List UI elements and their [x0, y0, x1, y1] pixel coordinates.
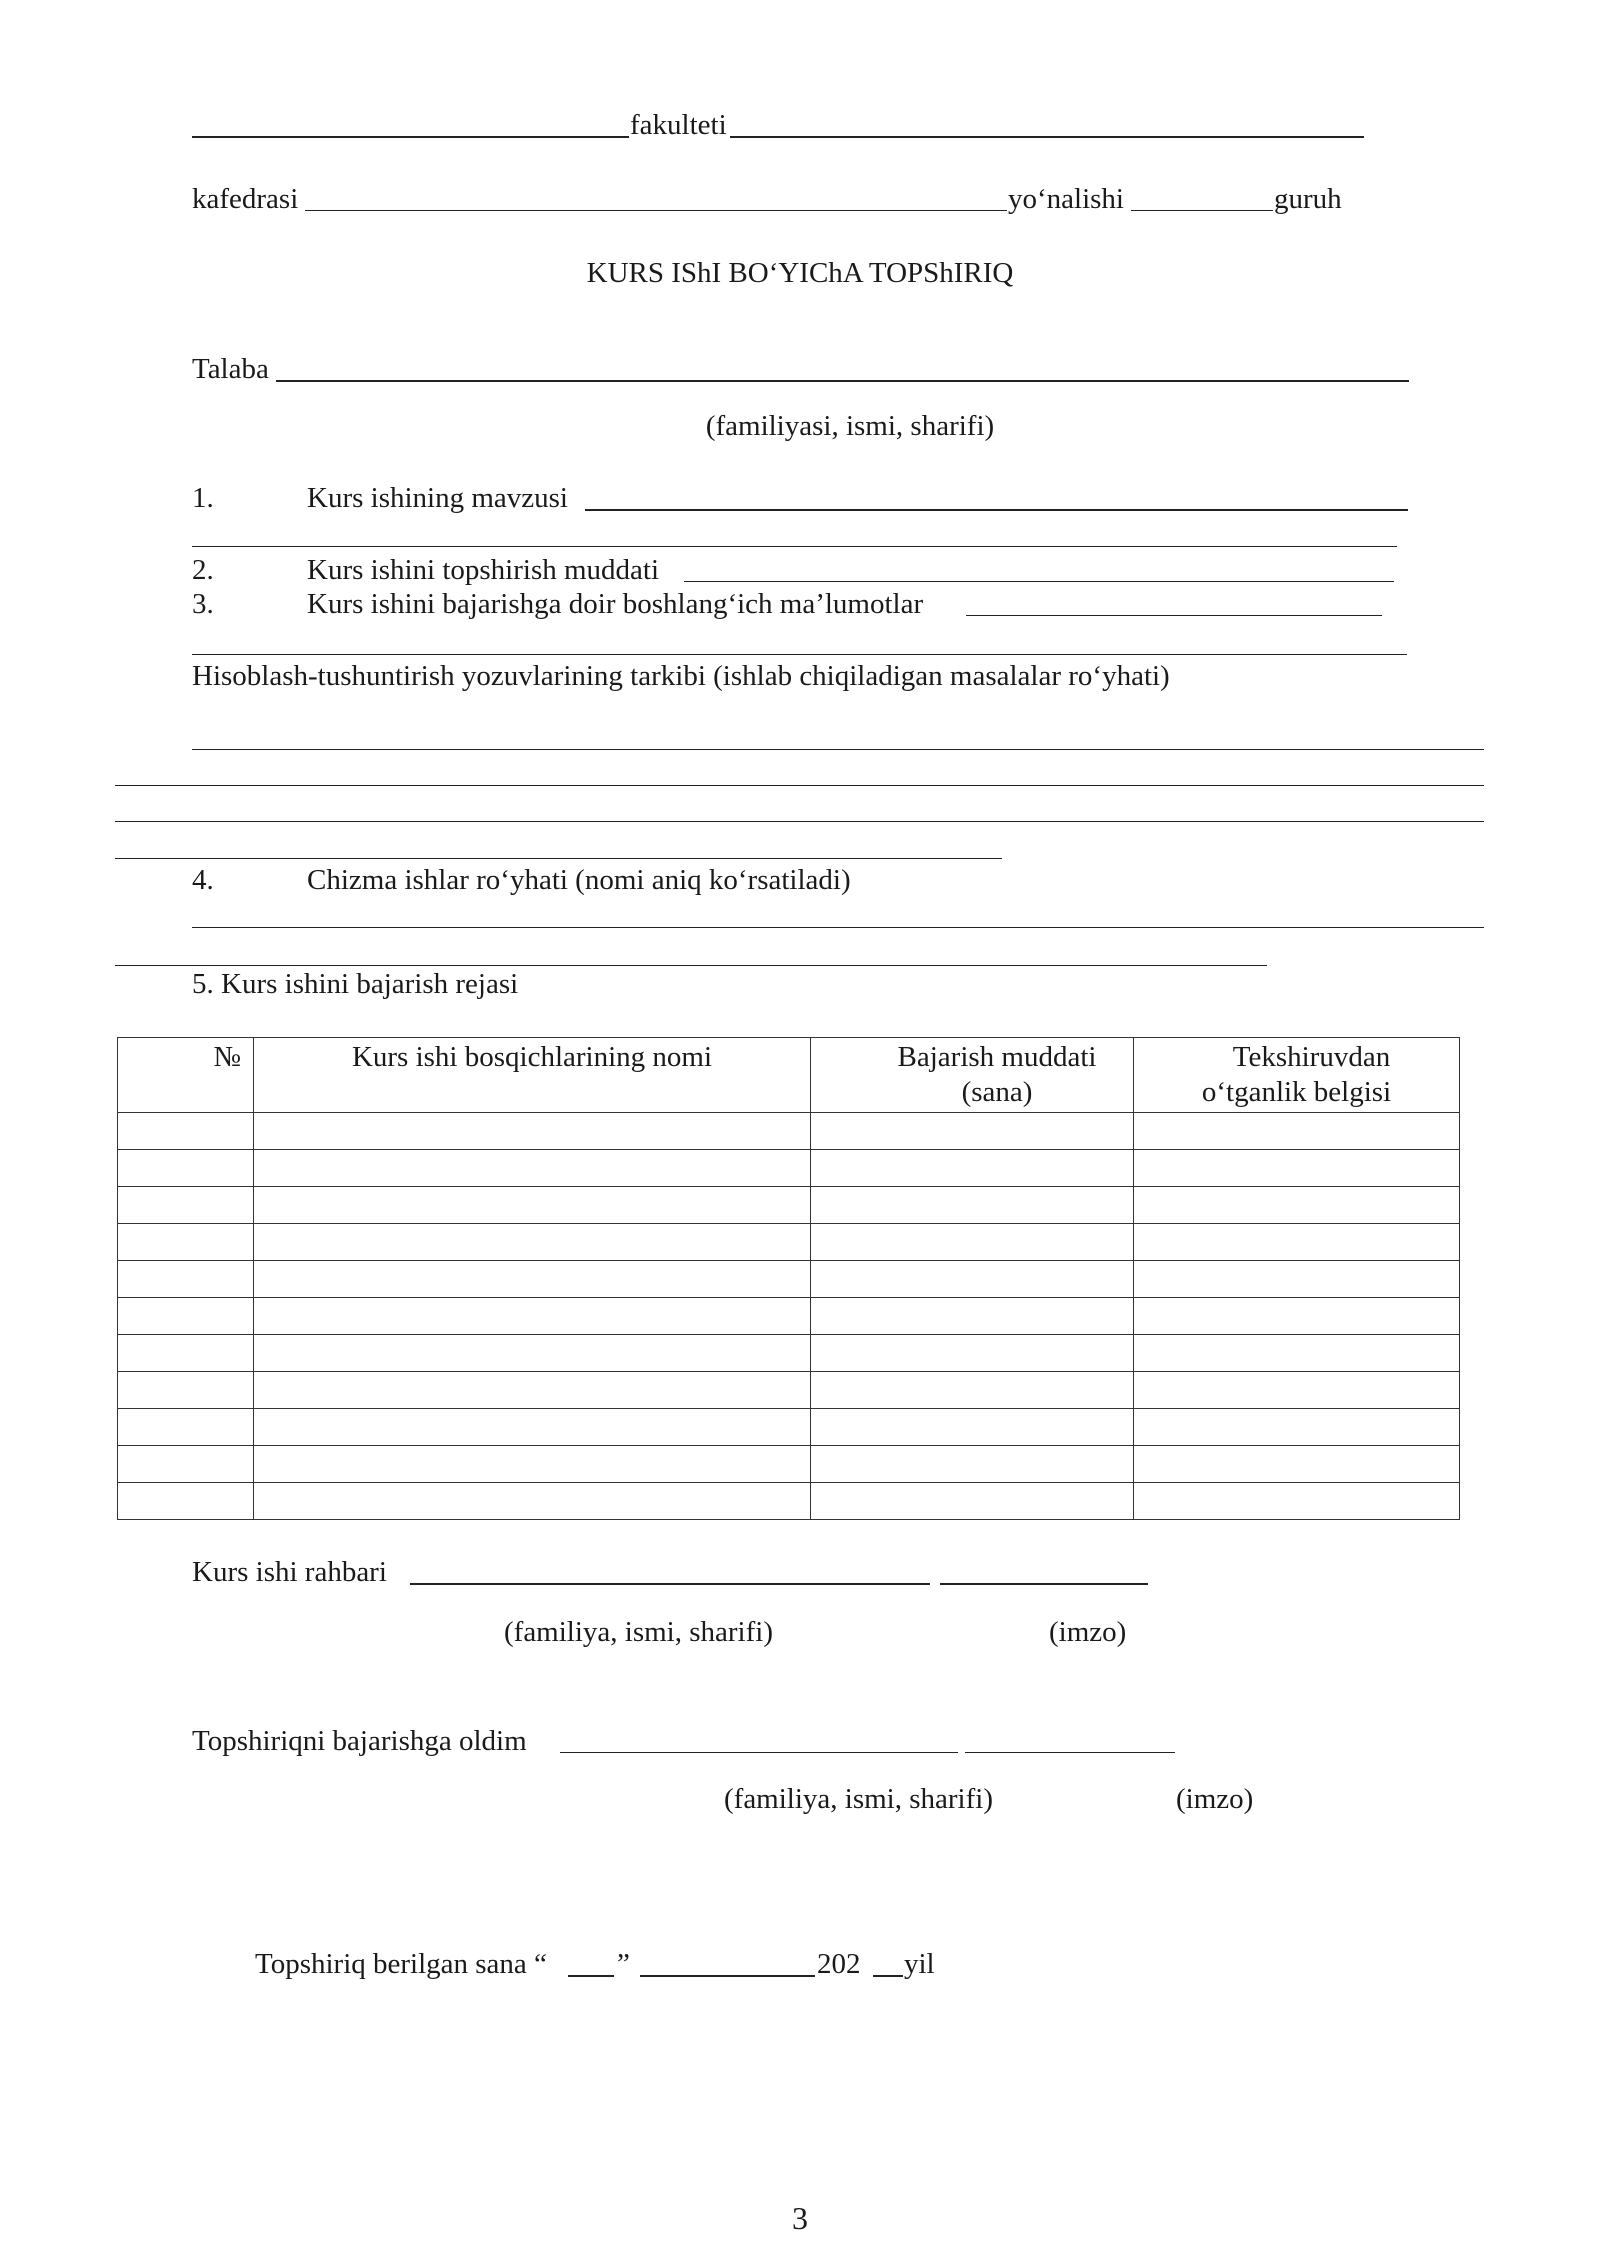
- supervisor-label: Kurs ishi rahbari: [192, 1556, 387, 1588]
- cell-stage[interactable]: [254, 1113, 811, 1150]
- plan-table: [117, 1037, 1460, 1520]
- table-row: [118, 1150, 1460, 1187]
- cell-deadline[interactable]: [811, 1261, 1134, 1298]
- table-row: [118, 1113, 1460, 1150]
- accepted-signature-hint: (imzo): [1176, 1783, 1254, 1815]
- cell-check[interactable]: [1134, 1298, 1460, 1335]
- student-label: Talaba: [192, 353, 269, 385]
- cell-number[interactable]: [118, 1113, 254, 1150]
- date-year-suffix: yil: [904, 1948, 935, 1980]
- cell-number[interactable]: [118, 1187, 254, 1224]
- topic-blank[interactable]: [585, 509, 1408, 511]
- cell-check[interactable]: [1134, 1409, 1460, 1446]
- table-row: [118, 1483, 1460, 1520]
- department-label: kafedrasi: [192, 183, 299, 215]
- table-row: [118, 1298, 1460, 1335]
- cell-check[interactable]: [1134, 1187, 1460, 1224]
- header-deadline: [811, 1038, 1134, 1113]
- item-1-text: Kurs ishining mavzusi: [307, 482, 568, 514]
- faculty-label: fakulteti: [630, 109, 727, 141]
- cell-check[interactable]: [1134, 1261, 1460, 1298]
- cell-number[interactable]: [118, 1483, 254, 1520]
- student-name-hint: (familiyasi, ismi, sharifi): [705, 410, 995, 442]
- header-deadline-line-2: (sana): [961, 1075, 1033, 1108]
- supervisor-signature-hint: (imzo): [1049, 1616, 1127, 1648]
- faculty-extra-blank[interactable]: [730, 136, 1364, 138]
- header-check-line-2: o‘tganlik belgisi: [1201, 1075, 1392, 1108]
- cell-number[interactable]: [118, 1372, 254, 1409]
- cell-number[interactable]: [118, 1224, 254, 1261]
- department-name-blank[interactable]: [305, 210, 1007, 211]
- date-label: Topshiriq berilgan sana “: [255, 1948, 547, 1980]
- composition-blank-line-3[interactable]: [115, 821, 1484, 822]
- header-check: [1134, 1038, 1460, 1113]
- supervisor-signature-blank[interactable]: [940, 1583, 1148, 1585]
- page-number: 3: [792, 2200, 808, 2236]
- cell-stage[interactable]: [254, 1187, 811, 1224]
- cell-deadline[interactable]: [811, 1150, 1134, 1187]
- cell-check[interactable]: [1134, 1372, 1460, 1409]
- composition-blank-line-1[interactable]: [192, 749, 1484, 750]
- cell-number[interactable]: [118, 1298, 254, 1335]
- drawings-blank-line-1[interactable]: [192, 927, 1484, 928]
- date-day-blank[interactable]: [568, 1975, 614, 1977]
- accepted-signature-blank[interactable]: [965, 1752, 1175, 1753]
- table-row: [118, 1224, 1460, 1261]
- item-4-text: Chizma ishlar ro‘yhati (nomi aniq ko‘rsatiladi): [307, 864, 851, 896]
- cell-number[interactable]: [118, 1446, 254, 1483]
- cell-deadline[interactable]: [811, 1335, 1134, 1372]
- header-stage: [254, 1038, 811, 1113]
- date-quote-close: ”: [617, 1948, 630, 1980]
- drawings-blank-line-2[interactable]: [115, 965, 1267, 966]
- item-4-number: 4.: [192, 864, 214, 896]
- header-stage-text: Kurs ishi bosqichlarining nomi: [351, 1041, 713, 1073]
- table-row: [118, 1446, 1460, 1483]
- cell-deadline[interactable]: [811, 1113, 1134, 1150]
- supervisor-name-hint: (familiya, ismi, sharifi): [504, 1616, 773, 1648]
- cell-deadline[interactable]: [811, 1483, 1134, 1520]
- direction-label: yo‘nalishi: [1008, 183, 1124, 215]
- cell-stage[interactable]: [254, 1483, 811, 1520]
- accepted-name-hint: (familiya, ismi, sharifi): [724, 1783, 993, 1815]
- student-name-blank[interactable]: [276, 380, 1409, 382]
- cell-stage[interactable]: [254, 1372, 811, 1409]
- cell-deadline[interactable]: [811, 1187, 1134, 1224]
- topic-blank-line-2[interactable]: [192, 546, 1397, 547]
- cell-number[interactable]: [118, 1150, 254, 1187]
- date-year-prefix: 202: [817, 1948, 861, 1980]
- cell-number[interactable]: [118, 1261, 254, 1298]
- cell-stage[interactable]: [254, 1298, 811, 1335]
- accepted-name-blank[interactable]: [560, 1752, 958, 1753]
- cell-check[interactable]: [1134, 1150, 1460, 1187]
- table-row: [118, 1187, 1460, 1224]
- document-title: KURS IShI BO‘YIChA TOPShIRIQ: [586, 257, 1014, 289]
- deadline-blank[interactable]: [684, 581, 1394, 582]
- cell-stage[interactable]: [254, 1446, 811, 1483]
- direction-blank[interactable]: [1131, 210, 1273, 211]
- cell-deadline[interactable]: [811, 1446, 1134, 1483]
- cell-stage[interactable]: [254, 1409, 811, 1446]
- header-deadline-line-1: Bajarish muddati: [897, 1041, 1097, 1073]
- cell-check[interactable]: [1134, 1224, 1460, 1261]
- header-number: [118, 1038, 254, 1113]
- cell-deadline[interactable]: [811, 1298, 1134, 1335]
- composition-blank-line-2[interactable]: [115, 785, 1484, 786]
- cell-deadline[interactable]: [811, 1372, 1134, 1409]
- cell-number[interactable]: [118, 1335, 254, 1372]
- plan-table-header-row: [118, 1038, 1460, 1113]
- item-3-number: 3.: [192, 588, 214, 620]
- composition-blank-line-4[interactable]: [115, 858, 1002, 859]
- cell-deadline[interactable]: [811, 1224, 1134, 1261]
- plan-table-body: [118, 1113, 1460, 1520]
- table-row: [118, 1409, 1460, 1446]
- table-row: [118, 1261, 1460, 1298]
- group-label: guruh: [1274, 183, 1342, 215]
- table-row: [118, 1372, 1460, 1409]
- accepted-label: Topshiriqni bajarishga oldim: [192, 1725, 527, 1757]
- cell-check[interactable]: [1134, 1483, 1460, 1520]
- initial-data-blank[interactable]: [966, 615, 1382, 616]
- cell-stage[interactable]: [254, 1150, 811, 1187]
- cell-deadline[interactable]: [811, 1409, 1134, 1446]
- faculty-name-blank[interactable]: [192, 136, 629, 138]
- plan-title: 5. Kurs ishini bajarish rejasi: [192, 968, 519, 1000]
- table-row: [118, 1335, 1460, 1372]
- cell-stage[interactable]: [254, 1261, 811, 1298]
- initial-data-blank-line-2[interactable]: [192, 654, 1407, 655]
- cell-check[interactable]: [1134, 1113, 1460, 1150]
- cell-number[interactable]: [118, 1409, 254, 1446]
- cell-stage[interactable]: [254, 1224, 811, 1261]
- header-check-line-1: Tekshiruvdan: [1232, 1041, 1391, 1073]
- date-year-blank[interactable]: [873, 1975, 903, 1977]
- item-2-text: Kurs ishini topshirish muddati: [307, 554, 660, 586]
- supervisor-name-blank[interactable]: [410, 1583, 930, 1585]
- item-1-number: 1.: [192, 482, 214, 514]
- composition-label: Hisoblash-tushuntirish yozuvlarining tarkibi (ishlab chiqiladigan masalalar ro‘yhati): [192, 660, 1170, 692]
- cell-check[interactable]: [1134, 1446, 1460, 1483]
- item-3-text: Kurs ishini bajarishga doir boshlang‘ich ma’lumotlar: [307, 588, 924, 620]
- date-month-blank[interactable]: [640, 1975, 815, 1977]
- header-number-text: №: [213, 1041, 241, 1073]
- cell-check[interactable]: [1134, 1335, 1460, 1372]
- cell-stage[interactable]: [254, 1335, 811, 1372]
- item-2-number: 2.: [192, 554, 214, 586]
